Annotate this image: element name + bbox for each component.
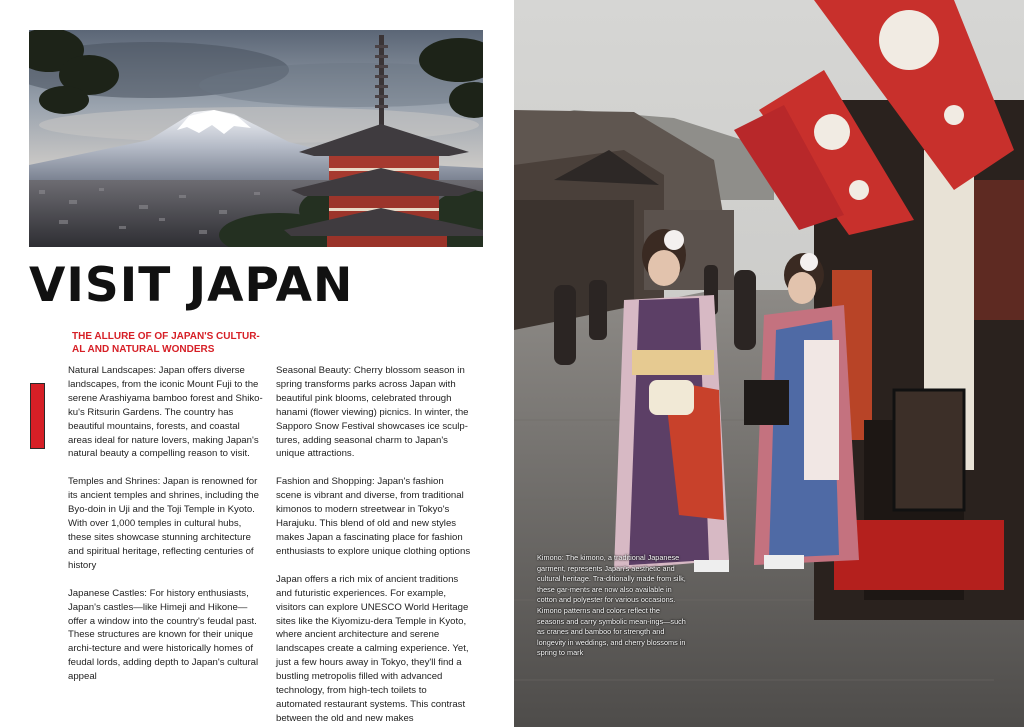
page-subtitle: THE ALLURE OF OF JAPAN'S CULTUR-AL AND NATURAL WONDERS — [72, 331, 260, 355]
photo-caption: Kimono: The kimono, a traditional Japanese garment, represents Japan's aesthetic and cultural heritage. Tra-ditionally made from silk, these gar-ments are now also available in cotton and polyester for various occasions. Kimono patterns and colors reflect the seasons and carry symbolic mean-ings—such as cranes and bamboo for strength and longevity in weddings, and cherry blossoms in spring to mark — [537, 553, 686, 658]
paragraph-fashion-shopping: Fashion and Shopping: Japan's fashion scene is vibrant and diverse, from traditional kimonos to modern streetwear in Tokyo's Harajuku. This blend of old and new styles makes Japan a fascinating place for fashion enthusiasts to explore unique clothing options — [276, 476, 471, 557]
text-column-2 — [276, 364, 471, 727]
paragraph-traditions-future: Japan offers a rich mix of ancient traditions and futuristic experiences. For example, visitors can explore UNESCO World Heritage sites like the Kiyomizu-dera Temple in Kyoto, where ancient architecture and serene landscapes create a calming experience. Yet, just a few hours away in Tokyo, they'll find a bustling metropolis filled with advanced technology, from high-tech toilets to automated restaurant systems. This contrast between the old and new makes — [276, 573, 469, 724]
paragraph-japanese-castles: Japanese Castles: For history enthusiasts, Japan's castles—like Himeji and Hikone—offer a window into the country's feudal past. These structures are known for their unique archi-tecture and were historically homes of feudal lords, adding depth to Japan's cultural appeal — [68, 587, 259, 683]
hero-photo-mount-fuji-pagoda — [29, 30, 483, 247]
paragraph-natural-landscapes: Natural Landscapes: Japan offers diverse landscapes, from the iconic Mount Fuji to the serene Arashiyama bamboo forest and Shiko-ku's Ritsurin Gardens. The country has beautiful mountains, forests, and coastal areas ideal for nature lovers, making Japan's natural beauty a compelling reason to visit. — [68, 365, 263, 460]
paragraph-seasonal-beauty: Seasonal Beauty: Cherry blossom season in spring transforms parks across Japan with beautiful pink blooms, celebrated through hanami (flower viewing) picnics. In winter, the Sapporo Snow Festival showcases ice sculp-tures, adding seasonal charm to Japan's unique attractions. — [276, 365, 469, 460]
accent-bar — [30, 383, 45, 449]
paragraph-temples-shrines: Temples and Shrines: Japan is renowned for its ancient temples and shrines, including the Byo-doin in Uji and the Toji Temple in Kyoto. With over 1,000 temples in cultural hubs, these sites showcase stunning architecture and spiritual heritage, reflecting centuries of history — [68, 476, 259, 571]
mount-fuji-pagoda-image — [29, 30, 483, 247]
page-title: VISIT JAPAN — [29, 258, 354, 313]
text-column-1 — [68, 364, 263, 698]
